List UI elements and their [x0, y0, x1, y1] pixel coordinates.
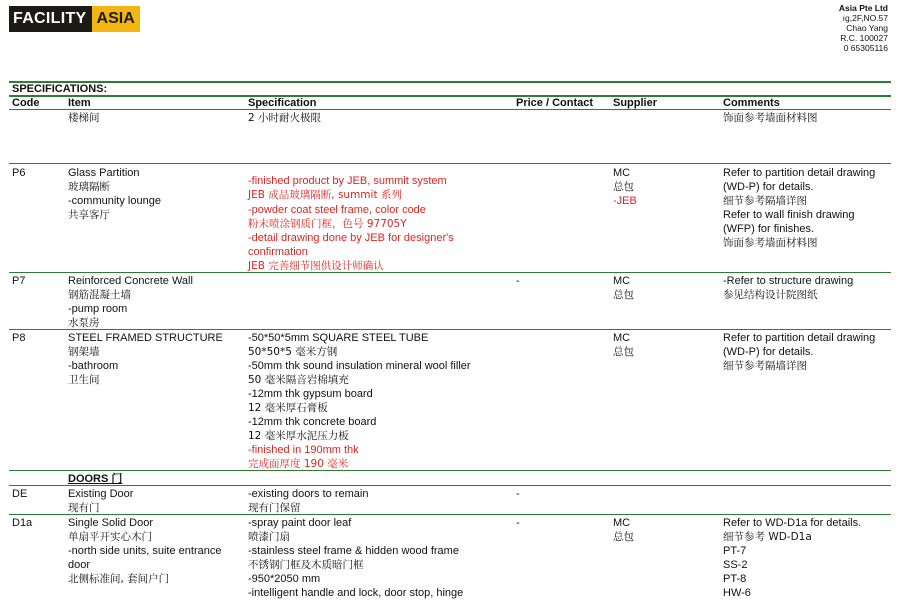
header-specification: Specification [248, 97, 317, 109]
spec-text: -stainless steel frame & hidden wood frame [248, 545, 459, 557]
row-code: D1a [12, 517, 33, 529]
item-text: 单扇平开实心木门 [68, 531, 152, 543]
item-text: Reinforced Concrete Wall [68, 275, 193, 287]
comment-text: Refer to wall finish drawing [723, 209, 855, 221]
spec-text: -12mm thk gypsum board [248, 388, 373, 400]
item-text: door [68, 559, 91, 571]
spec-text: 50*50*5 毫米方钢 [248, 346, 338, 358]
spec-text-finish: -finished in 190mm thk [248, 444, 359, 456]
header-comments: Comments [723, 97, 780, 109]
header-supplier: Supplier [613, 97, 658, 109]
spec-text-finish: 完成面厚度 190 毫米 [248, 458, 349, 470]
comment-text: SS-2 [723, 559, 748, 571]
supplier-text: MC [613, 275, 631, 287]
comment-text: Refer to partition detail drawing [723, 167, 876, 179]
spec-text: -finished product by JEB, summit system [248, 175, 447, 187]
header-item: Item [68, 97, 91, 109]
comment-text: 细节参考 WD-D1a [723, 531, 812, 543]
spec-text: -50mm thk sound insulation mineral wool filler [248, 360, 471, 372]
row-divider [9, 329, 891, 330]
address-line: 0 65305116 [843, 43, 888, 53]
item-text: STEEL FRAMED STRUCTURE [68, 332, 223, 344]
divider [9, 109, 891, 110]
address-line: ıg,2F,NO.57 [842, 13, 888, 23]
spec-text: JEB 成品玻璃隔断, summit 系列 [248, 189, 402, 201]
supplier-text: 总包 [613, 181, 634, 193]
comment-text: 细节参考隔墙详图 [723, 360, 807, 372]
section-title: SPECIFICATIONS: [12, 83, 108, 95]
spec-text: -intelligent handle and lock, door stop, hinge [248, 587, 464, 599]
row-code: P6 [12, 167, 26, 179]
price-text: - [516, 517, 520, 529]
supplier-text: 总包 [613, 531, 634, 543]
address-line: R.C. 100027 [840, 33, 888, 43]
row-divider [9, 470, 891, 471]
spec-text: -950*2050 mm [248, 573, 321, 585]
spec-text: -12mm thk concrete board [248, 416, 377, 428]
logo-part1: FACILITY [9, 6, 92, 32]
spec-text: 12 毫米厚石膏板 [248, 402, 328, 414]
spec-text: -existing doors to remain [248, 488, 369, 500]
supplier-text: 总包 [613, 346, 634, 358]
item-text: -community lounge [68, 195, 161, 207]
row-divider [9, 485, 891, 486]
item-text: Single Solid Door [68, 517, 153, 529]
supplier-text: MC [613, 517, 631, 529]
company-address [839, 3, 888, 53]
comment-text: 饰面参考墙面材料图 [723, 237, 818, 249]
comment-text: (WD-P) for details. [723, 181, 814, 193]
item-text: 钢架墙 [68, 346, 100, 358]
item-text: 现有门 [68, 502, 100, 514]
row-code: P7 [12, 275, 26, 287]
header-code: Code [12, 97, 40, 109]
comment-text: PT-8 [723, 573, 747, 585]
item-text: 钢筋混凝土墙 [68, 289, 131, 301]
divider [9, 81, 891, 83]
supplier-text: -JEB [613, 195, 637, 207]
spec-text: -detail drawing done by JEB for designer's [248, 232, 454, 244]
comment-text: Refer to WD-D1a for details. [723, 517, 862, 529]
comment-text: 饰面参考墙面材料图 [723, 112, 818, 124]
supplier-text: MC [613, 167, 631, 179]
doors-section-title: DOORS 门 [68, 473, 123, 485]
item-text: Existing Door [68, 488, 134, 500]
supplier-text: MC [613, 332, 631, 344]
row-divider [9, 514, 891, 515]
item-text: Glass Partition [68, 167, 140, 179]
company-logo [9, 6, 140, 32]
spec-text: -powder coat steel frame, color code [248, 204, 426, 216]
comment-text: (WD-P) for details. [723, 346, 814, 358]
spec-text: 12 毫米厚水泥压力板 [248, 430, 349, 442]
comment-text: PT-7 [723, 545, 747, 557]
comment-text: (WFP) for finishes. [723, 223, 815, 235]
spec-text: 现有门保留 [248, 502, 301, 514]
item-text: 卫生间 [68, 374, 100, 386]
item-text: -pump room [68, 303, 128, 315]
row-divider [9, 272, 891, 273]
spec-text: 2 小时耐火极限 [248, 112, 322, 124]
spec-text: 50 毫米隔音岩棉填充 [248, 374, 349, 386]
supplier-text: 总包 [613, 289, 634, 301]
comment-text: Refer to partition detail drawing [723, 332, 876, 344]
spec-text: confirmation [248, 246, 308, 258]
spec-text: -50*50*5mm SQUARE STEEL TUBE [248, 332, 429, 344]
item-text: 北侧标准间, 套间户门 [68, 573, 170, 585]
logo-part2: ASIA [92, 6, 140, 32]
item-text: -bathroom [68, 360, 119, 372]
header-price-contact: Price / Contact [516, 97, 594, 109]
row-code: DE [12, 488, 28, 500]
item-text: 玻璃隔断 [68, 181, 110, 193]
item-text: 楼梯间 [68, 112, 100, 124]
row-divider [9, 163, 891, 164]
comment-text: 参见结构设计院图纸 [723, 289, 818, 301]
spec-text: 不锈钢门框及木质暗门框 [248, 559, 364, 571]
item-text: 共享客厅 [68, 209, 110, 221]
comment-text: 细节参考隔墙详图 [723, 195, 807, 207]
spec-text: -spray paint door leaf [248, 517, 352, 529]
spec-text: 粉末喷涂钢质门框，色号 97705Y [248, 218, 407, 230]
price-text: - [516, 488, 520, 500]
comment-text: HW-6 [723, 587, 751, 599]
comment-text: -Refer to structure drawing [723, 275, 854, 287]
item-text: -north side units, suite entrance [68, 545, 222, 557]
address-line: Asia Pte Ltd [838, 3, 888, 13]
item-text: 水泵房 [68, 317, 100, 329]
address-line: Chao Yang [846, 23, 888, 33]
price-text: - [516, 275, 520, 287]
spec-text: JEB 完善细节图供设计师确认 [248, 260, 384, 272]
row-code: P8 [12, 332, 26, 344]
spec-text: 喷漆门扇 [248, 531, 290, 543]
